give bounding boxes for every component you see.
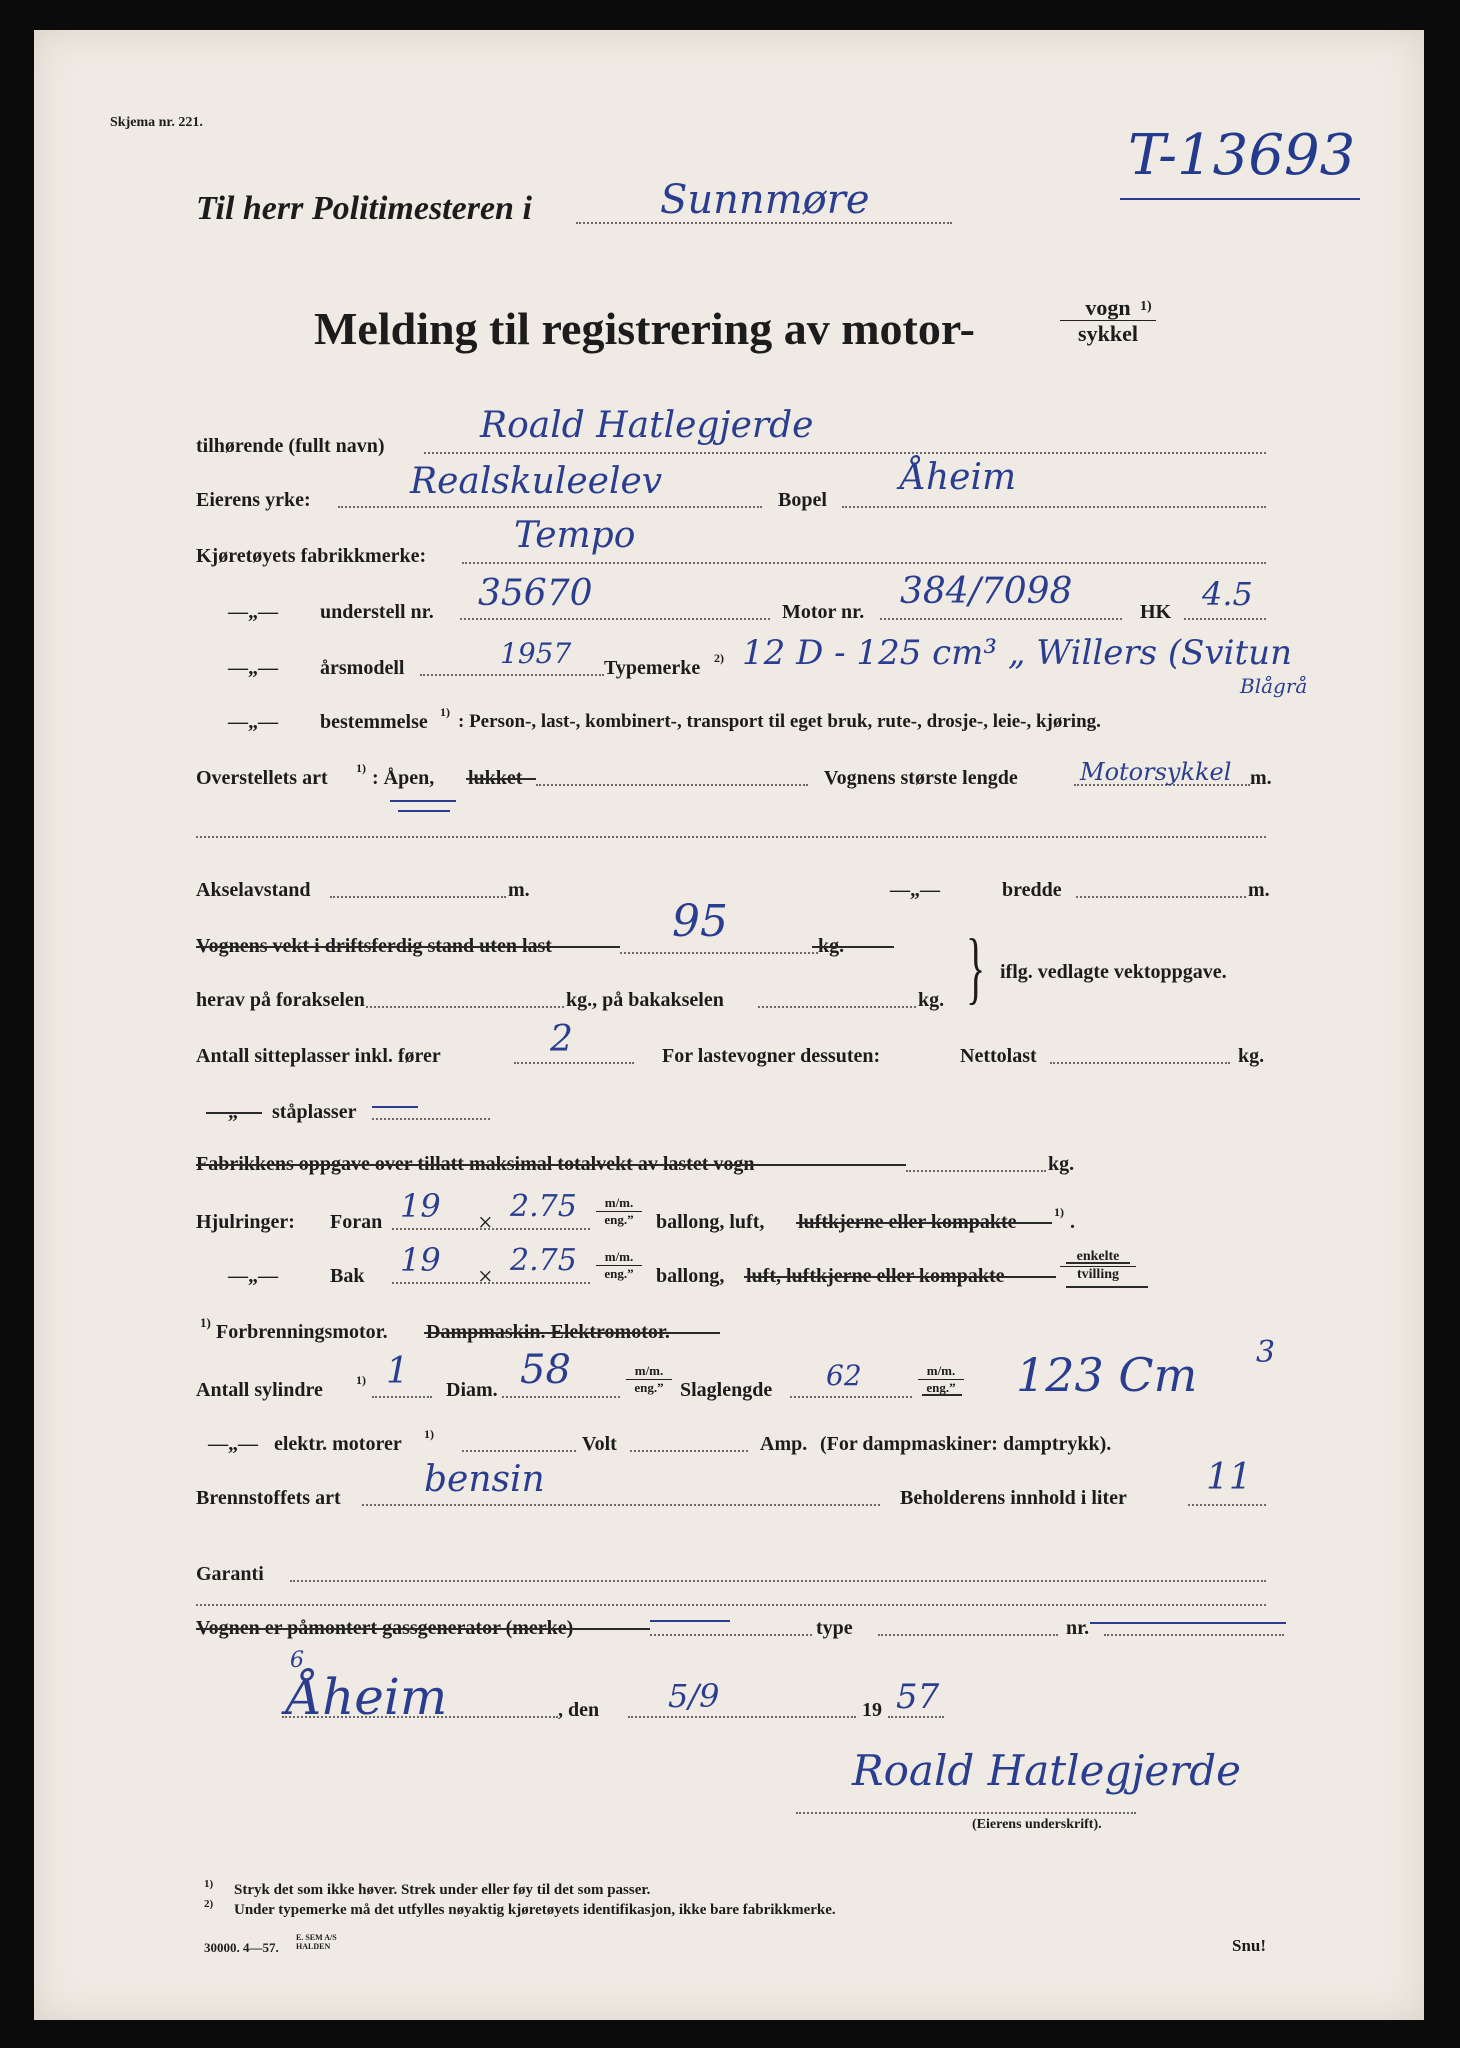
- printer-small: E. SEM A/S HALDEN: [296, 1933, 337, 1951]
- length-label: Vognens største lengde: [824, 767, 1018, 789]
- steam-note: (For dampmaskiner: damptrykk).: [820, 1433, 1112, 1455]
- engine-sup: 1): [200, 1315, 211, 1330]
- rear-axle-unit: kg.: [918, 989, 945, 1011]
- rear-label: Bak: [330, 1265, 365, 1287]
- year-prefix: 19: [862, 1699, 882, 1721]
- addressee-value: Sunnmøre: [660, 177, 870, 223]
- max-weight-unit: kg.: [1048, 1153, 1075, 1175]
- length-value: Motorsykkel: [1080, 758, 1232, 786]
- make-label: Kjøretøyets fabrikkmerke:: [196, 545, 427, 567]
- addressee-label: Til herr Politimesteren i: [196, 190, 532, 227]
- diam-unit: m/m. eng.”: [626, 1364, 672, 1394]
- date-label: , den: [558, 1699, 600, 1721]
- fuel-value: bensin: [424, 1459, 545, 1500]
- width-label: bredde: [1002, 879, 1062, 901]
- diam-label: Diam.: [446, 1379, 498, 1401]
- residence-label: Bopel: [778, 489, 827, 511]
- weight-label: Vognens vekt i driftsferdig stand uten last: [196, 935, 552, 957]
- front-value-2: 2.75: [510, 1189, 577, 1224]
- footnote-1: Stryk det som ikke høver. Strek under eller føy til det som passer.: [234, 1882, 651, 1898]
- axle-label: Akselavstand: [196, 879, 311, 901]
- front-x: ×: [478, 1208, 493, 1237]
- rear-x: ×: [478, 1262, 493, 1291]
- weight-note: iflg. vedlagte vektoppgave.: [1000, 961, 1227, 983]
- footnote-2: Under typemerke må det utfylles nøyaktig kjøretøyets identifikasjon, ikke bare fabrikkmerke.: [234, 1902, 836, 1918]
- ditto-mark: —„—: [890, 879, 940, 901]
- tires-label: Hjulringer:: [196, 1211, 295, 1233]
- ditto-mark: —„—: [228, 711, 278, 733]
- printer-info: 30000. 4—57.: [204, 1940, 279, 1955]
- fuel-label: Brennstoffets art: [196, 1487, 341, 1509]
- standing-label: ståplasser: [272, 1101, 357, 1123]
- front-label: Foran: [330, 1211, 383, 1233]
- gas-type-label: type: [816, 1617, 853, 1639]
- turn-over: Snu!: [1232, 1936, 1267, 1955]
- place-value: Åheim: [286, 1668, 448, 1726]
- body-label: Overstellets art: [196, 767, 328, 789]
- single-twin: enkelte tvilling: [1060, 1250, 1136, 1282]
- ditto-mark: —„—: [228, 601, 278, 623]
- ditto-mark: —„—: [208, 1433, 258, 1455]
- type-label: Typemerke: [604, 657, 701, 679]
- rear-type-struck: luft, luftkjerne eller kompakte: [746, 1265, 1005, 1287]
- purpose-label: bestemmelse: [320, 711, 428, 733]
- net-unit: kg.: [1238, 1045, 1265, 1067]
- ditto-mark: —„—: [228, 1265, 278, 1287]
- motor-value: 384/7098: [900, 571, 1073, 612]
- stroke-value: 62: [826, 1359, 862, 1392]
- type-value-color: Blågrå: [1240, 674, 1308, 698]
- front-unit: m/m. eng.”: [596, 1196, 642, 1226]
- cyl-label: Antall sylindre: [196, 1379, 323, 1401]
- cargo-label: For lastevogner dessuten:: [662, 1045, 881, 1067]
- tank-label: Beholderens innhold i liter: [900, 1487, 1127, 1509]
- year-suffix: 57: [896, 1677, 940, 1717]
- length-unit: m.: [1250, 767, 1272, 789]
- year-value: 1957: [500, 637, 572, 670]
- volt-label: Volt: [582, 1433, 617, 1455]
- hk-value: 4.5: [1202, 575, 1253, 613]
- volume-value: 123 Cm: [1016, 1348, 1198, 1402]
- type-sup: 2): [714, 651, 724, 665]
- tires-type-struck: luftkjerne eller kompakte: [798, 1211, 1017, 1233]
- gas-nr-label: nr.: [1066, 1617, 1090, 1639]
- cyl-value: 1: [386, 1351, 409, 1392]
- form-title: Melding til registrering av motor-: [314, 303, 975, 354]
- engine-label: Forbrenningsmotor.: [216, 1321, 388, 1343]
- seats-label: Antall sitteplasser inkl. fører: [196, 1045, 441, 1067]
- weight-unit: kg.: [818, 935, 845, 957]
- motor-label: Motor nr.: [782, 601, 865, 623]
- residence-value: Åheim: [900, 457, 1017, 498]
- date-value: 5/9: [668, 1677, 720, 1715]
- front-axle-label: herav på forakselen: [196, 989, 365, 1011]
- electric-sup: 1): [424, 1427, 434, 1441]
- purpose-sup: 1): [440, 705, 450, 719]
- front-axle-unit: kg., på bakakselen: [566, 989, 724, 1011]
- footnote-2-mark: 2): [204, 1898, 214, 1910]
- make-value: Tempo: [514, 515, 636, 556]
- purpose-text: : Person-, last-, kombinert-, transport til eget bruk, rute-, drosje-, leie-, kjøring.: [458, 711, 1101, 732]
- electric-label: elektr. motorer: [274, 1433, 402, 1455]
- volume-sup: 3: [1256, 1335, 1276, 1370]
- net-label: Nettolast: [960, 1045, 1037, 1067]
- diam-value: 58: [520, 1347, 571, 1393]
- body-closed: lukket: [468, 767, 523, 789]
- ditto-mark: —„—: [208, 1101, 258, 1123]
- seats-value: 2: [550, 1019, 573, 1060]
- rear-value-2: 2.75: [510, 1243, 577, 1278]
- warranty-label: Garanti: [196, 1563, 264, 1585]
- owner-value: Roald Hatlegjerde: [480, 405, 814, 446]
- occupation-value: Realskuleelev: [410, 461, 663, 502]
- rear-unit: m/m. eng.”: [596, 1250, 642, 1280]
- cyl-sup: 1): [356, 1373, 366, 1387]
- owner-label: tilhørende (fullt navn): [196, 435, 385, 457]
- owner-signature: Roald Hatlegjerde: [852, 1746, 1242, 1795]
- type-value: 12 D - 125 cm³ „ Willers (Svitun: [742, 633, 1292, 673]
- front-value-1: 19: [400, 1187, 441, 1225]
- title-sup: 1): [1140, 299, 1152, 314]
- hk-label: HK: [1140, 601, 1172, 623]
- width-unit: m.: [1248, 879, 1270, 901]
- tank-value: 11: [1206, 1457, 1252, 1498]
- stroke-unit: m/m. eng.”: [918, 1364, 964, 1394]
- max-weight-label: Fabrikkens oppgave over tillatt maksimal totalvekt av lastet vogn: [196, 1153, 755, 1175]
- stroke-label: Slaglengde: [680, 1379, 773, 1401]
- registration-number: T-13693: [1128, 123, 1356, 188]
- axle-unit: m.: [508, 879, 530, 901]
- form-number: Skjema nr. 221.: [110, 115, 203, 130]
- body-sup: 1): [356, 761, 366, 775]
- chassis-label: understell nr.: [320, 601, 434, 623]
- body-open: : Åpen,: [372, 767, 435, 789]
- engine-struck: Dampmaskin. Elektromotor.: [426, 1321, 670, 1343]
- place-mark: 6: [290, 1648, 304, 1673]
- chassis-value: 35670: [478, 573, 593, 614]
- tires-type: ballong, luft,: [656, 1211, 765, 1233]
- brace: }: [966, 924, 986, 1012]
- year-label: årsmodell: [320, 657, 405, 679]
- signature-label: (Eierens underskrift).: [972, 1817, 1102, 1832]
- tires-end: .: [1070, 1211, 1075, 1233]
- rear-type: ballong,: [656, 1265, 725, 1287]
- weight-value: 95: [672, 896, 728, 947]
- footnote-1-mark: 1): [204, 1878, 214, 1890]
- occupation-label: Eierens yrke:: [196, 489, 311, 511]
- rear-value-1: 19: [400, 1241, 441, 1279]
- title-fraction: vogn sykkel: [1060, 296, 1156, 345]
- gas-label: Vognen er påmontert gassgenerator (merke): [196, 1617, 574, 1639]
- amp-label: Amp.: [760, 1433, 808, 1455]
- tires-sup: 1): [1054, 1205, 1064, 1219]
- ditto-mark: —„—: [228, 657, 278, 679]
